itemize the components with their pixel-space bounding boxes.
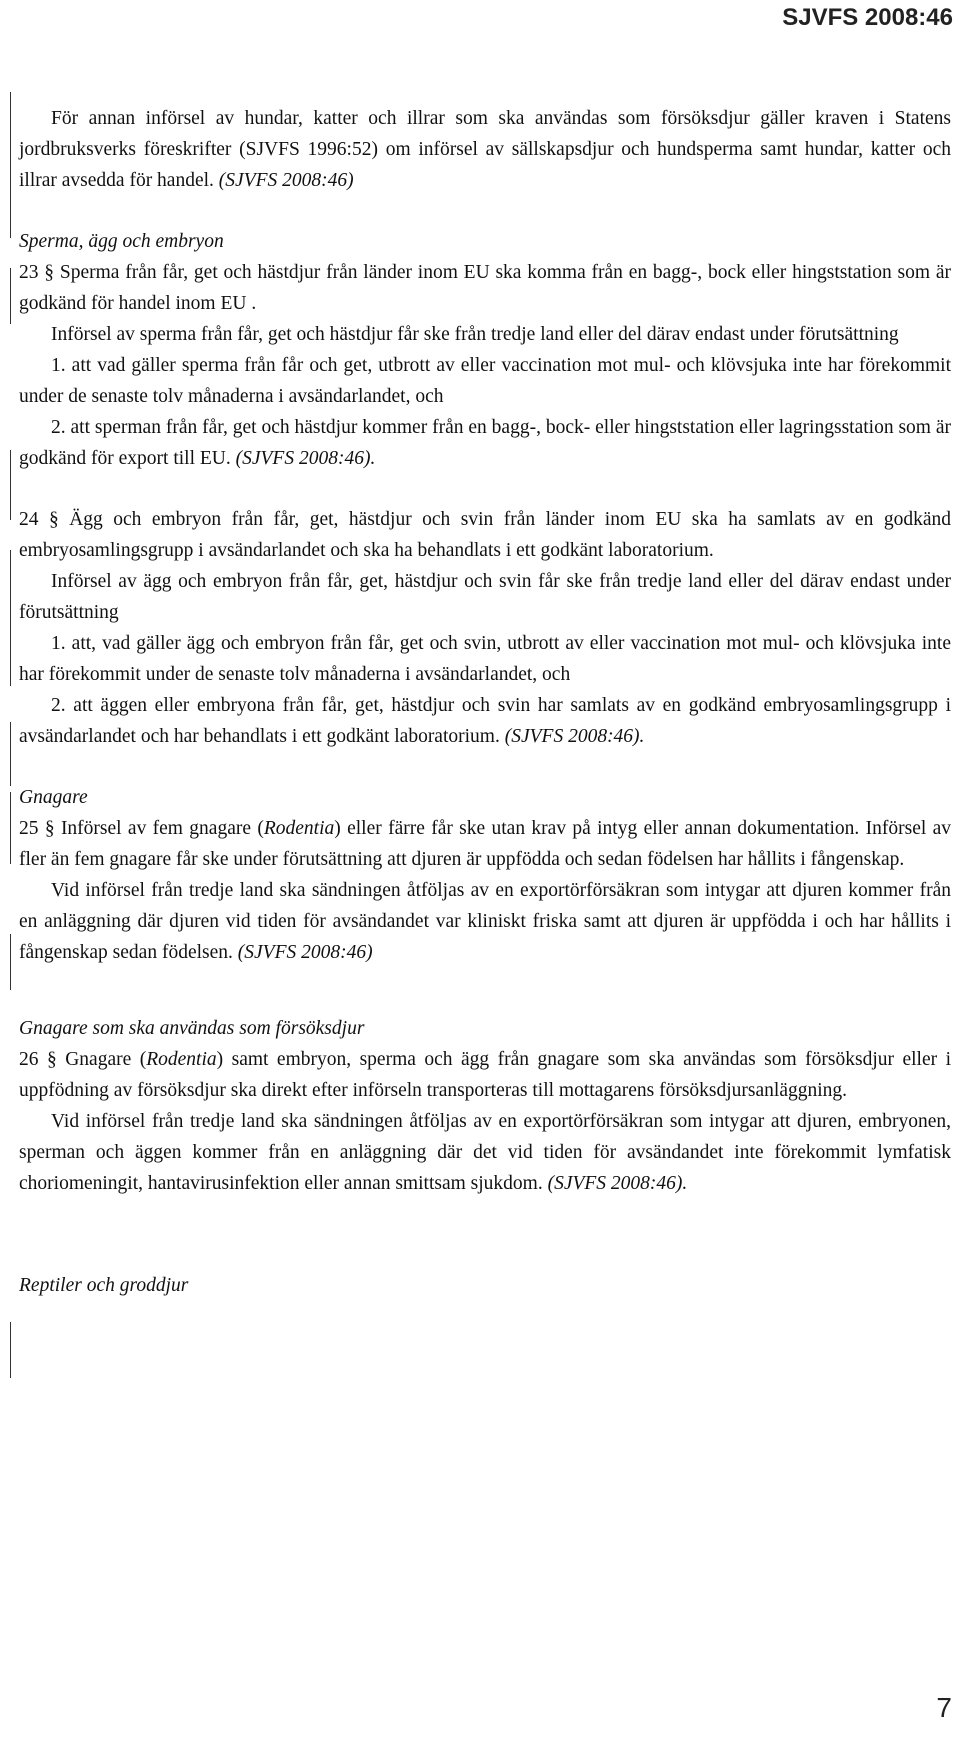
section-number: 23 § bbox=[19, 262, 55, 283]
section-number: 24 § bbox=[19, 509, 59, 530]
section-23-item-2: 2. att sperman från får, get och hästdjur kommer från en bagg-, bock- eller hingststation eller lagringsstation som är godkänd för export till EU. (SJVFS 2008:46). bbox=[19, 417, 951, 469]
section-number: 25 § bbox=[19, 818, 55, 839]
section-25: 25 § Införsel av fem gnagare (Rodentia) eller färre får ske utan krav på intyg eller annan dokumentation. Införsel av fler än fem gnagare får ske under förutsättning att djuren är uppfödda och sedan födelsen har hållits i fångenskap. bbox=[19, 818, 952, 870]
change-bar bbox=[10, 268, 11, 324]
section-heading-reptiler: Reptiler och groddjur bbox=[19, 1275, 189, 1296]
document-header: SJVFS 2008:46 bbox=[782, 4, 953, 31]
latin-name: Rodentia bbox=[263, 818, 335, 839]
change-bar bbox=[10, 450, 11, 520]
reference: (SJVFS 2008:46). bbox=[504, 726, 645, 747]
section-26-paragraph-2: Vid införsel från tredje land ska sändningen åtföljas av en exportörförsäkran som intygar att djuren, embryonen, sperman och äggen kommer från en anläggning där det vid tiden för avsändandet inte förekommit lymfatisk choriomeningit, hantavirusinfektion eller annan smittsam sjukdom. (SJVFS 2008:46). bbox=[19, 1111, 951, 1194]
change-bar bbox=[10, 620, 11, 686]
change-bar bbox=[10, 1322, 11, 1378]
reference: (SJVFS 2008:46) bbox=[237, 942, 373, 963]
section-heading-gnagare-forsoksdjur: Gnagare som ska användas som försöksdjur bbox=[19, 1018, 365, 1039]
section-heading-sperma: Sperma, ägg och embryon bbox=[19, 231, 224, 252]
section-23-paragraph-2: Införsel av sperma från får, get och hästdjur får ske från tredje land eller del därav endast under förutsättning bbox=[51, 324, 899, 345]
change-bar bbox=[10, 550, 11, 620]
paragraph-intro: För annan införsel av hundar, katter och illrar som ska användas som försöksdjur gäller kraven i Statens jordbruksverks föreskrifter (SJVFS 1996:52) om införsel av sällskapsdjur och hundsperma samt hundar, katter och illrar avsedda för handel. (SJVFS 2008:46) bbox=[19, 108, 951, 191]
section-24-item-1: 1. att, vad gäller ägg och embryon från får, get och svin, utbrott av eller vaccination mot mul- och klövsjuka inte har förekommit under de senaste tolv månaderna i avsändarlandet, och bbox=[19, 633, 951, 685]
section-23-item-1: 1. att vad gäller sperma från får och get, utbrott av eller vaccination mot mul- och klövsjuka inte har förekommit under de senaste tolv månaderna i avsändarlandet, och bbox=[19, 355, 951, 407]
document-body bbox=[19, 103, 951, 1301]
reference: (SJVFS 2008:46). bbox=[547, 1173, 688, 1194]
section-26: 26 § Gnagare (Rodentia) samt embryon, sperma och ägg från gnagare som ska användas som försöksdjur eller i uppfödning av försöksdjur ska direkt efter införseln transporteras till mottagarens försöksdjursanläggning. bbox=[19, 1049, 951, 1101]
section-24: 24 § Ägg och embryon från får, get, hästdjur och svin från länder inom EU ska ha samlats av en godkänd embryosamlingsgrupp i avsändarlandet och ska ha behandlats i ett godkänt laboratorium. bbox=[19, 509, 951, 561]
section-25-paragraph-2: Vid införsel från tredje land ska sändningen åtföljas av en exportörförsäkran som intygar att djuren kommer från en anläggning där djuren vid tiden för avsändandet var kliniskt friska samt att djuren är uppfödda i och har hållits i fångenskap sedan födelsen. (SJVFS 2008:46) bbox=[19, 880, 951, 963]
section-24-item-2: 2. att äggen eller embryona från får, get, hästdjur och svin har samlats av en godkänd embryosamlingsgrupp i avsändarlandet och har behandlats i ett godkänt laboratorium. (SJVFS 2008:46). bbox=[19, 695, 951, 747]
reference: (SJVFS 2008:46) bbox=[218, 170, 354, 191]
section-number: 26 § bbox=[19, 1049, 57, 1070]
change-bar bbox=[10, 92, 11, 238]
change-bar bbox=[10, 792, 11, 864]
change-bar bbox=[10, 934, 11, 990]
section-heading-gnagare: Gnagare bbox=[19, 787, 88, 808]
latin-name: Rodentia bbox=[146, 1049, 217, 1070]
section-24-paragraph-2: Införsel av ägg och embryon från får, get, hästdjur och svin får ske från tredje land eller del därav endast under förutsättning bbox=[19, 571, 951, 623]
section-23: 23 § Sperma från får, get och hästdjur från länder inom EU ska komma från en bagg-, bock eller hingststation som är godkänd för handel inom EU . bbox=[19, 262, 951, 314]
reference: (SJVFS 2008:46). bbox=[235, 448, 376, 469]
change-bar bbox=[10, 722, 11, 786]
page-number: 7 bbox=[936, 1692, 952, 1723]
